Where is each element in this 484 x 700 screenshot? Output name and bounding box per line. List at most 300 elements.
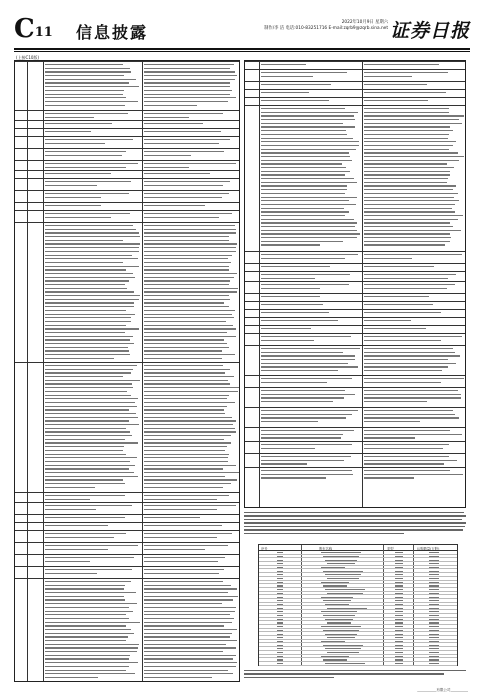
cell-mark (277, 622, 283, 623)
cell-mark (323, 630, 359, 631)
fine-print-block (45, 213, 140, 220)
fine-print-line (45, 499, 90, 500)
fine-print-line (45, 603, 137, 604)
fine-print-line (261, 233, 360, 234)
fine-print-line (261, 152, 349, 153)
cell-mark (277, 556, 283, 557)
fine-print-line (144, 625, 224, 626)
fine-print-block (45, 173, 140, 177)
fine-print-line (45, 306, 134, 307)
fine-print-line (144, 391, 238, 392)
fine-print-line (45, 618, 129, 619)
cell-mark (327, 578, 359, 579)
fine-print-block (144, 173, 239, 177)
fine-print-line (45, 487, 95, 488)
fine-print-line (45, 269, 126, 270)
fine-print-line (45, 358, 114, 359)
fine-print-line (144, 143, 219, 144)
fine-print-line (261, 174, 345, 175)
cell-mark (277, 585, 283, 586)
fine-print-line (45, 622, 140, 623)
section-mark (14, 16, 53, 42)
fine-print-line (144, 64, 234, 65)
fine-print-line (261, 474, 353, 475)
masthead (14, 16, 470, 46)
fine-print-line (144, 495, 229, 496)
fine-print-block (45, 545, 140, 552)
fine-print-line (144, 409, 224, 410)
fine-print-line (144, 213, 232, 214)
fine-print-line (144, 350, 222, 351)
fine-print-line (144, 398, 227, 399)
fine-print-line (45, 549, 108, 550)
cell-mark (395, 648, 403, 649)
fine-print-line (45, 197, 101, 198)
fine-print-line (364, 108, 449, 109)
cell-mark (429, 608, 439, 609)
fine-print-block (261, 284, 360, 291)
fine-print-line (45, 205, 101, 206)
fine-print-line (45, 317, 131, 318)
cell-mark (395, 645, 403, 646)
fine-print-block (261, 72, 360, 79)
fine-print-line (144, 277, 234, 278)
fine-print-line (364, 156, 464, 157)
fine-print-line (144, 509, 217, 510)
cell-mark (429, 597, 439, 598)
fine-print-line (144, 205, 205, 206)
fine-print-line (45, 71, 131, 72)
fine-print-line (261, 340, 314, 341)
fine-print-line (364, 123, 462, 124)
fine-print-line (144, 402, 235, 403)
fine-print-block (45, 365, 140, 490)
fine-print-block (261, 312, 360, 316)
fine-print-line (45, 123, 112, 124)
fine-print-line (45, 402, 135, 403)
cell-mark (277, 604, 283, 605)
fine-print-line (45, 280, 129, 281)
fine-print-line (144, 155, 191, 156)
fine-print-line (364, 222, 450, 223)
note-line (244, 677, 334, 678)
fine-print-block (261, 390, 360, 405)
cell-mark (325, 589, 365, 590)
fine-print-line (144, 90, 232, 91)
table-row (245, 293, 465, 301)
fine-print-line (45, 155, 122, 156)
fine-print-line (45, 472, 134, 473)
fine-print-line (144, 673, 233, 674)
fine-print-line (144, 461, 228, 462)
fine-print-block (45, 225, 140, 361)
masthead-meta (264, 20, 388, 32)
cell-mark (325, 560, 357, 561)
fine-print-line (364, 145, 453, 146)
cell-mark (395, 604, 403, 605)
cell-mark (395, 634, 403, 635)
fine-print-line (144, 585, 231, 586)
fine-print-line (144, 603, 222, 604)
fine-print-line (364, 138, 448, 139)
fine-print-line (45, 383, 132, 384)
fine-print-line (364, 370, 442, 371)
fine-print-line (261, 84, 331, 85)
table-row (15, 128, 239, 136)
table-row (15, 222, 239, 362)
fine-print-line (364, 288, 447, 289)
fine-print-line (144, 94, 230, 95)
fine-print-block (45, 569, 140, 576)
cell-mark (277, 593, 283, 594)
fine-print-line (144, 365, 223, 366)
fine-print-line (364, 208, 452, 209)
fine-print-line (144, 666, 236, 667)
header-type: 类型 (387, 547, 394, 551)
fine-print-line (261, 363, 348, 364)
cell-mark (429, 626, 439, 627)
cell-mark (277, 578, 283, 579)
fine-print-line (45, 658, 129, 659)
cell-mark (429, 641, 439, 642)
fine-print-line (364, 397, 461, 398)
fine-print-line (364, 378, 464, 379)
table-row (245, 427, 465, 441)
table-row (15, 110, 239, 120)
cell-mark (395, 600, 403, 601)
fine-print-line (261, 390, 345, 391)
cell-mark (395, 597, 403, 598)
fine-print-line (261, 204, 356, 205)
table-row (15, 120, 239, 128)
fine-print-line (364, 204, 455, 205)
cell-mark (395, 574, 403, 575)
cell-mark (429, 656, 439, 657)
paragraph-line (244, 533, 404, 534)
fine-print-block (144, 213, 239, 220)
table-row (245, 309, 465, 317)
cell-mark (429, 571, 439, 572)
fine-print-line (45, 339, 130, 340)
cell-mark (429, 589, 439, 590)
fine-print-line (45, 229, 136, 230)
fine-print-line (45, 588, 124, 589)
fine-print-line (45, 640, 126, 641)
fine-print-line (45, 213, 130, 214)
fine-print-line (261, 189, 347, 190)
fine-print-line (45, 424, 139, 425)
fine-print-block (261, 254, 360, 261)
fine-print-line (45, 325, 126, 326)
cell-mark (429, 574, 439, 575)
table-row (15, 502, 239, 514)
fine-print-line (364, 230, 461, 231)
fine-print-line (144, 273, 237, 274)
fine-print-line (45, 398, 138, 399)
fine-print-line (144, 479, 237, 480)
fine-print-block (364, 470, 465, 481)
cell-mark (327, 637, 355, 638)
fine-print-line (45, 417, 138, 418)
fine-print-line (261, 108, 345, 109)
fine-print-line (364, 189, 453, 190)
fine-print-block (45, 131, 140, 135)
fine-print-block (45, 505, 140, 512)
fine-print-line (261, 258, 345, 259)
fine-print-block (45, 139, 140, 146)
fine-print-line (261, 410, 358, 411)
fine-print-line (364, 463, 444, 464)
fine-print-line (364, 241, 450, 242)
cell-mark (395, 571, 403, 572)
fine-print-line (261, 237, 357, 238)
fine-print-line (144, 596, 238, 597)
fine-print-line (45, 636, 128, 637)
cell-mark (277, 611, 283, 612)
cell-mark (395, 560, 403, 561)
fine-print-line (144, 424, 233, 425)
cell-mark (395, 556, 403, 557)
fine-print-block (144, 365, 239, 490)
table-row (15, 148, 239, 160)
fine-print-block (45, 193, 140, 200)
fine-print-line (144, 428, 235, 429)
fine-print-line (144, 280, 230, 281)
fine-print-line (261, 296, 320, 297)
fine-print-line (45, 450, 123, 451)
fine-print-line (45, 561, 90, 562)
cell-mark (277, 552, 283, 553)
fine-print-line (45, 79, 136, 80)
fine-print-line (45, 592, 136, 593)
masthead-rule-thin (14, 51, 470, 52)
fine-print-line (261, 288, 320, 289)
fine-print-line (45, 354, 130, 355)
fine-print-block (144, 139, 239, 146)
fine-print-line (144, 288, 238, 289)
fine-print-block (364, 92, 465, 96)
fine-print-line (364, 163, 447, 164)
cell-mark (429, 600, 439, 601)
fine-print-line (45, 302, 134, 303)
fine-print-line (45, 90, 124, 91)
fine-print-line (144, 476, 225, 477)
table-row (15, 530, 239, 542)
fine-print-line (144, 229, 236, 230)
fine-print-block (261, 410, 360, 425)
fine-print-line (144, 395, 229, 396)
fine-print-block (364, 304, 465, 308)
cell-mark (429, 604, 439, 605)
cell-mark (429, 611, 439, 612)
table-row (15, 554, 239, 566)
fine-print-line (45, 139, 133, 140)
cell-mark (429, 567, 439, 568)
fine-print-line (45, 461, 130, 462)
fine-print-line (144, 306, 229, 307)
fine-print-line (364, 126, 450, 127)
table-row (15, 202, 239, 210)
fine-print-line (144, 658, 233, 659)
cell-mark (277, 560, 283, 561)
fine-print-line (144, 339, 224, 340)
fine-print-line (45, 629, 131, 630)
fine-print-line (45, 343, 134, 344)
fine-print-line (45, 625, 126, 626)
fine-print-line (144, 662, 237, 663)
fine-print-block (364, 444, 465, 451)
newspaper-logo: 证券日报 (389, 20, 470, 42)
table-row (15, 362, 239, 492)
fine-print-line (144, 240, 229, 241)
fine-print-block (261, 328, 360, 332)
fine-print-line (364, 219, 458, 220)
table-row (259, 662, 457, 666)
fine-print-line (261, 130, 346, 131)
fine-print-line (45, 365, 137, 366)
cell-mark (327, 563, 355, 564)
fine-print-line (364, 112, 449, 113)
fine-print-line (144, 525, 222, 526)
cell-mark (325, 648, 361, 649)
fine-print-line (144, 291, 237, 292)
fine-print-line (45, 439, 125, 440)
fine-print-line (45, 163, 138, 164)
fine-print-line (144, 101, 228, 102)
fine-print-line (364, 296, 429, 297)
cell-mark (277, 630, 283, 631)
table-row (245, 325, 465, 333)
fine-print-line (364, 100, 428, 101)
bottom-note (244, 670, 466, 680)
fine-print-line (45, 376, 123, 377)
fine-print-line (45, 420, 129, 421)
fine-print-line (144, 328, 236, 329)
fine-print-line (144, 369, 230, 370)
fine-print-line (261, 193, 345, 194)
cell-mark (323, 556, 359, 557)
fine-print-line (144, 75, 237, 76)
fine-print-line (144, 573, 219, 574)
fine-print-line (261, 394, 355, 395)
cell-mark (395, 659, 403, 660)
fine-print-block (144, 545, 239, 552)
fine-print-block (144, 533, 239, 540)
fine-print-line (45, 181, 131, 182)
table-row (245, 281, 465, 293)
fine-print-line (45, 476, 138, 477)
fine-print-line (45, 395, 131, 396)
fine-print-line (45, 428, 126, 429)
table-row (245, 387, 465, 407)
cell-mark (327, 593, 363, 594)
fine-print-line (364, 430, 450, 431)
fine-print-line (144, 343, 227, 344)
fine-print-block (364, 320, 465, 324)
fine-print-line (144, 167, 189, 168)
fine-print-line (364, 237, 451, 238)
fine-print-line (45, 465, 135, 466)
fine-print-line (45, 468, 129, 469)
fine-print-line (261, 211, 349, 212)
fine-print-line (45, 557, 134, 558)
table-row (245, 251, 465, 263)
note-line (244, 673, 444, 674)
cell-mark (395, 608, 403, 609)
fine-print-line (364, 363, 456, 364)
fine-print-line (45, 255, 132, 256)
fine-print-line (45, 442, 138, 443)
cell-mark (323, 659, 347, 660)
fine-print-line (45, 266, 139, 267)
table-row (245, 89, 465, 97)
fine-print-line (261, 430, 354, 431)
cell-mark (323, 645, 363, 646)
fine-print-line (364, 355, 460, 356)
fine-print-block (45, 205, 140, 209)
fine-print-line (45, 372, 131, 373)
fine-print-line (364, 185, 456, 186)
fine-print-line (144, 640, 237, 641)
table-row (245, 81, 465, 89)
fine-print-line (364, 434, 462, 435)
fine-print-line (364, 340, 441, 341)
fine-print-block (261, 456, 360, 467)
fine-print-line (261, 463, 307, 464)
fine-print-line (364, 312, 441, 313)
fine-print-line (45, 167, 126, 168)
fine-print-block (45, 533, 140, 540)
fine-print-block (144, 205, 239, 209)
table-row (15, 578, 239, 682)
fine-print-line (261, 141, 359, 142)
cell-mark (323, 571, 363, 572)
cell-mark (323, 615, 355, 616)
fine-print-line (45, 651, 137, 652)
cell-mark (277, 626, 283, 627)
fine-print-line (364, 174, 450, 175)
fine-print-line (45, 143, 105, 144)
fine-print-line (364, 336, 462, 337)
fine-print-line (45, 673, 135, 674)
fine-print-line (261, 274, 350, 275)
fine-print-line (261, 401, 333, 402)
cell-mark (395, 630, 403, 631)
cell-mark (327, 652, 359, 653)
fine-print-line (144, 105, 197, 106)
cell-mark (321, 567, 345, 568)
fine-print-line (364, 460, 457, 461)
fine-print-line (364, 278, 448, 279)
fine-print-line (45, 599, 125, 600)
fine-print-line (144, 332, 227, 333)
fine-print-line (364, 76, 412, 77)
fine-print-line (45, 607, 129, 608)
cell-mark (429, 630, 439, 631)
fine-print-line (45, 151, 126, 152)
fine-print-line (261, 119, 355, 120)
cell-mark (395, 626, 403, 627)
fine-print-line (261, 312, 329, 313)
fine-print-block (364, 410, 465, 425)
fine-print-line (45, 173, 111, 174)
fine-print-line (144, 97, 236, 98)
fine-print-line (261, 304, 323, 305)
fine-print-line (261, 336, 351, 337)
fine-print-block (144, 225, 239, 361)
fine-print-line (45, 406, 137, 407)
fine-print-line (144, 139, 230, 140)
